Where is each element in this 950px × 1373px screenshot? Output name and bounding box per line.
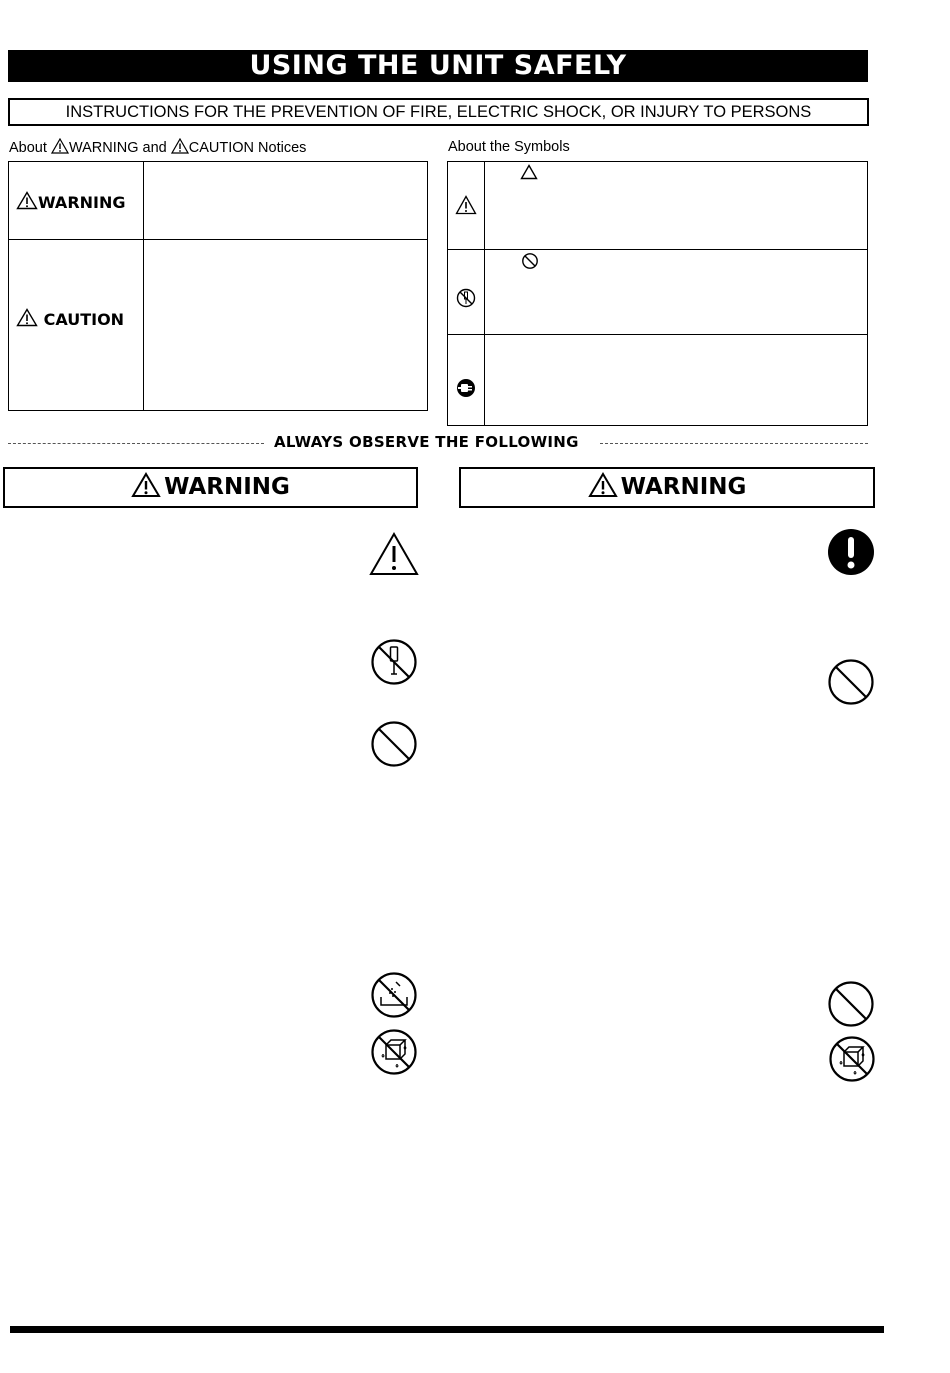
notice-label-caution: CAUTION: [43, 310, 125, 329]
caution-triangle-icon: [455, 195, 477, 215]
triangle-outline-icon: [520, 164, 538, 180]
warning-triangle-icon: [51, 138, 69, 154]
prohibited-circle-icon: [827, 980, 875, 1028]
warning-triangle-icon: [16, 308, 38, 327]
notices-label-caution: CAUTION Notices: [188, 140, 307, 156]
symbols-section-label: About the Symbols: [448, 139, 570, 155]
no-liquids-icon: [828, 1035, 876, 1083]
symbols-table: [447, 161, 868, 426]
warning-triangle-icon: [588, 472, 618, 498]
notices-label-prefix: About: [9, 140, 47, 156]
prohibited-circle-icon: [370, 720, 418, 768]
do-not-disassemble-icon: [456, 288, 476, 308]
warning-triangle-icon: [131, 472, 161, 498]
prohibited-circle-icon: [521, 252, 539, 270]
do-not-disassemble-icon: [370, 638, 418, 686]
notice-row-caution: [16, 308, 124, 329]
mandatory-action-icon: [827, 528, 875, 576]
page-title: USING THE UNIT SAFELY: [8, 50, 868, 82]
warning-triangle-icon: [171, 138, 189, 154]
dashed-rule: [600, 443, 868, 444]
symbols-table-divider: [484, 161, 485, 426]
no-liquids-icon: [370, 1028, 418, 1076]
symbols-table-divider: [447, 334, 868, 335]
notices-table-divider: [8, 239, 428, 240]
warning-header-label: WARNING: [164, 474, 290, 500]
warning-header-label: WARNING: [620, 474, 747, 500]
notices-section-label: [9, 138, 306, 157]
symbols-table-divider: [447, 249, 868, 250]
warning-header-right: [459, 467, 875, 508]
notices-label-and: and: [142, 140, 167, 156]
prohibited-circle-icon: [827, 658, 875, 706]
unplug-power-icon: [456, 378, 476, 398]
notice-row-warning: [16, 191, 126, 212]
warning-triangle-icon: [16, 191, 38, 210]
caution-triangle-icon: [368, 531, 420, 577]
footer-rule: [10, 1326, 884, 1333]
notices-table-divider: [143, 161, 144, 411]
always-observe-heading: ALWAYS OBSERVE THE FOLLOWING: [274, 433, 579, 451]
notice-label-warning: WARNING: [38, 193, 126, 212]
notices-label-warning: WARNING: [68, 140, 139, 156]
dashed-rule: [8, 443, 264, 444]
no-water-icon: [370, 971, 418, 1019]
warning-header-left: [3, 467, 418, 508]
instructions-subtitle: INSTRUCTIONS FOR THE PREVENTION OF FIRE, ELECTRIC SHOCK, OR INJURY TO PERSONS: [8, 98, 869, 126]
